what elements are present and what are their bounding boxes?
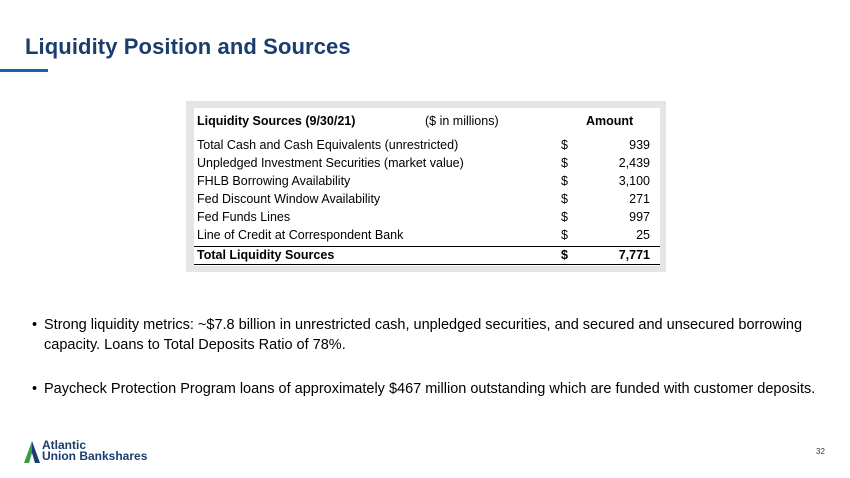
row-currency: $: [561, 174, 568, 188]
logo-mark-icon: [24, 441, 40, 463]
row-amount: 2,439: [618, 156, 650, 170]
liquidity-table-panel: [186, 101, 666, 272]
row-amount: 271: [629, 192, 650, 206]
row-label: Fed Funds Lines: [197, 210, 291, 224]
row-amount: 25: [636, 228, 650, 242]
table-row: [194, 156, 660, 174]
title-accent-rule: [0, 69, 48, 72]
total-label: Total Liquidity Sources: [197, 248, 335, 262]
row-label: Fed Discount Window Availability: [197, 192, 381, 206]
bullet-text: Paycheck Protection Program loans of approximately $467 million outstanding which are funded with customer deposits.: [44, 381, 816, 397]
bullet-dot: •: [32, 317, 38, 333]
amount-column-header: Amount: [586, 114, 634, 128]
table-title: Liquidity Sources (9/30/21): [197, 114, 356, 128]
table-row: [194, 228, 660, 246]
table-units-note: ($ in millions): [425, 114, 499, 128]
row-label: FHLB Borrowing Availability: [197, 174, 351, 188]
logo-wordmark: [42, 440, 147, 462]
logo-line-2: Union Bankshares: [42, 449, 148, 463]
row-currency: $: [561, 228, 568, 242]
row-label: Unpledged Investment Securities (market value): [197, 156, 464, 170]
row-currency: $: [561, 138, 568, 152]
liquidity-table: [194, 108, 660, 266]
atlantic-union-logo: [24, 439, 174, 465]
table-row: [194, 138, 660, 156]
page-title: Liquidity Position and Sources: [25, 34, 351, 59]
row-amount: 997: [629, 210, 650, 224]
page-number: 32: [816, 447, 825, 456]
logo-line-1: Atlantic: [42, 438, 87, 452]
total-amount: 7,771: [618, 248, 650, 262]
row-currency: $: [561, 192, 568, 206]
row-currency: $: [561, 210, 568, 224]
row-amount: 3,100: [618, 174, 650, 188]
row-currency: $: [561, 156, 568, 170]
table-row: [194, 210, 660, 228]
bullet-dot: •: [32, 381, 38, 397]
table-total-row: [194, 246, 660, 265]
bullet-list: [32, 315, 822, 423]
row-label: Total Cash and Cash Equivalents (unrestricted): [197, 138, 459, 152]
bullet-text: Strong liquidity metrics: ~$7.8 billion in unrestricted cash, unpledged securities, and secured and unsecured borrowing capacity. Loans to Total Deposits Ratio of 78%.: [44, 317, 803, 353]
bullet-item: [32, 379, 822, 399]
row-amount: 939: [629, 138, 650, 152]
bullet-item: [32, 315, 822, 355]
table-row: [194, 192, 660, 210]
total-currency: $: [561, 248, 568, 262]
table-row: [194, 174, 660, 192]
row-label: Line of Credit at Correspondent Bank: [197, 228, 404, 242]
